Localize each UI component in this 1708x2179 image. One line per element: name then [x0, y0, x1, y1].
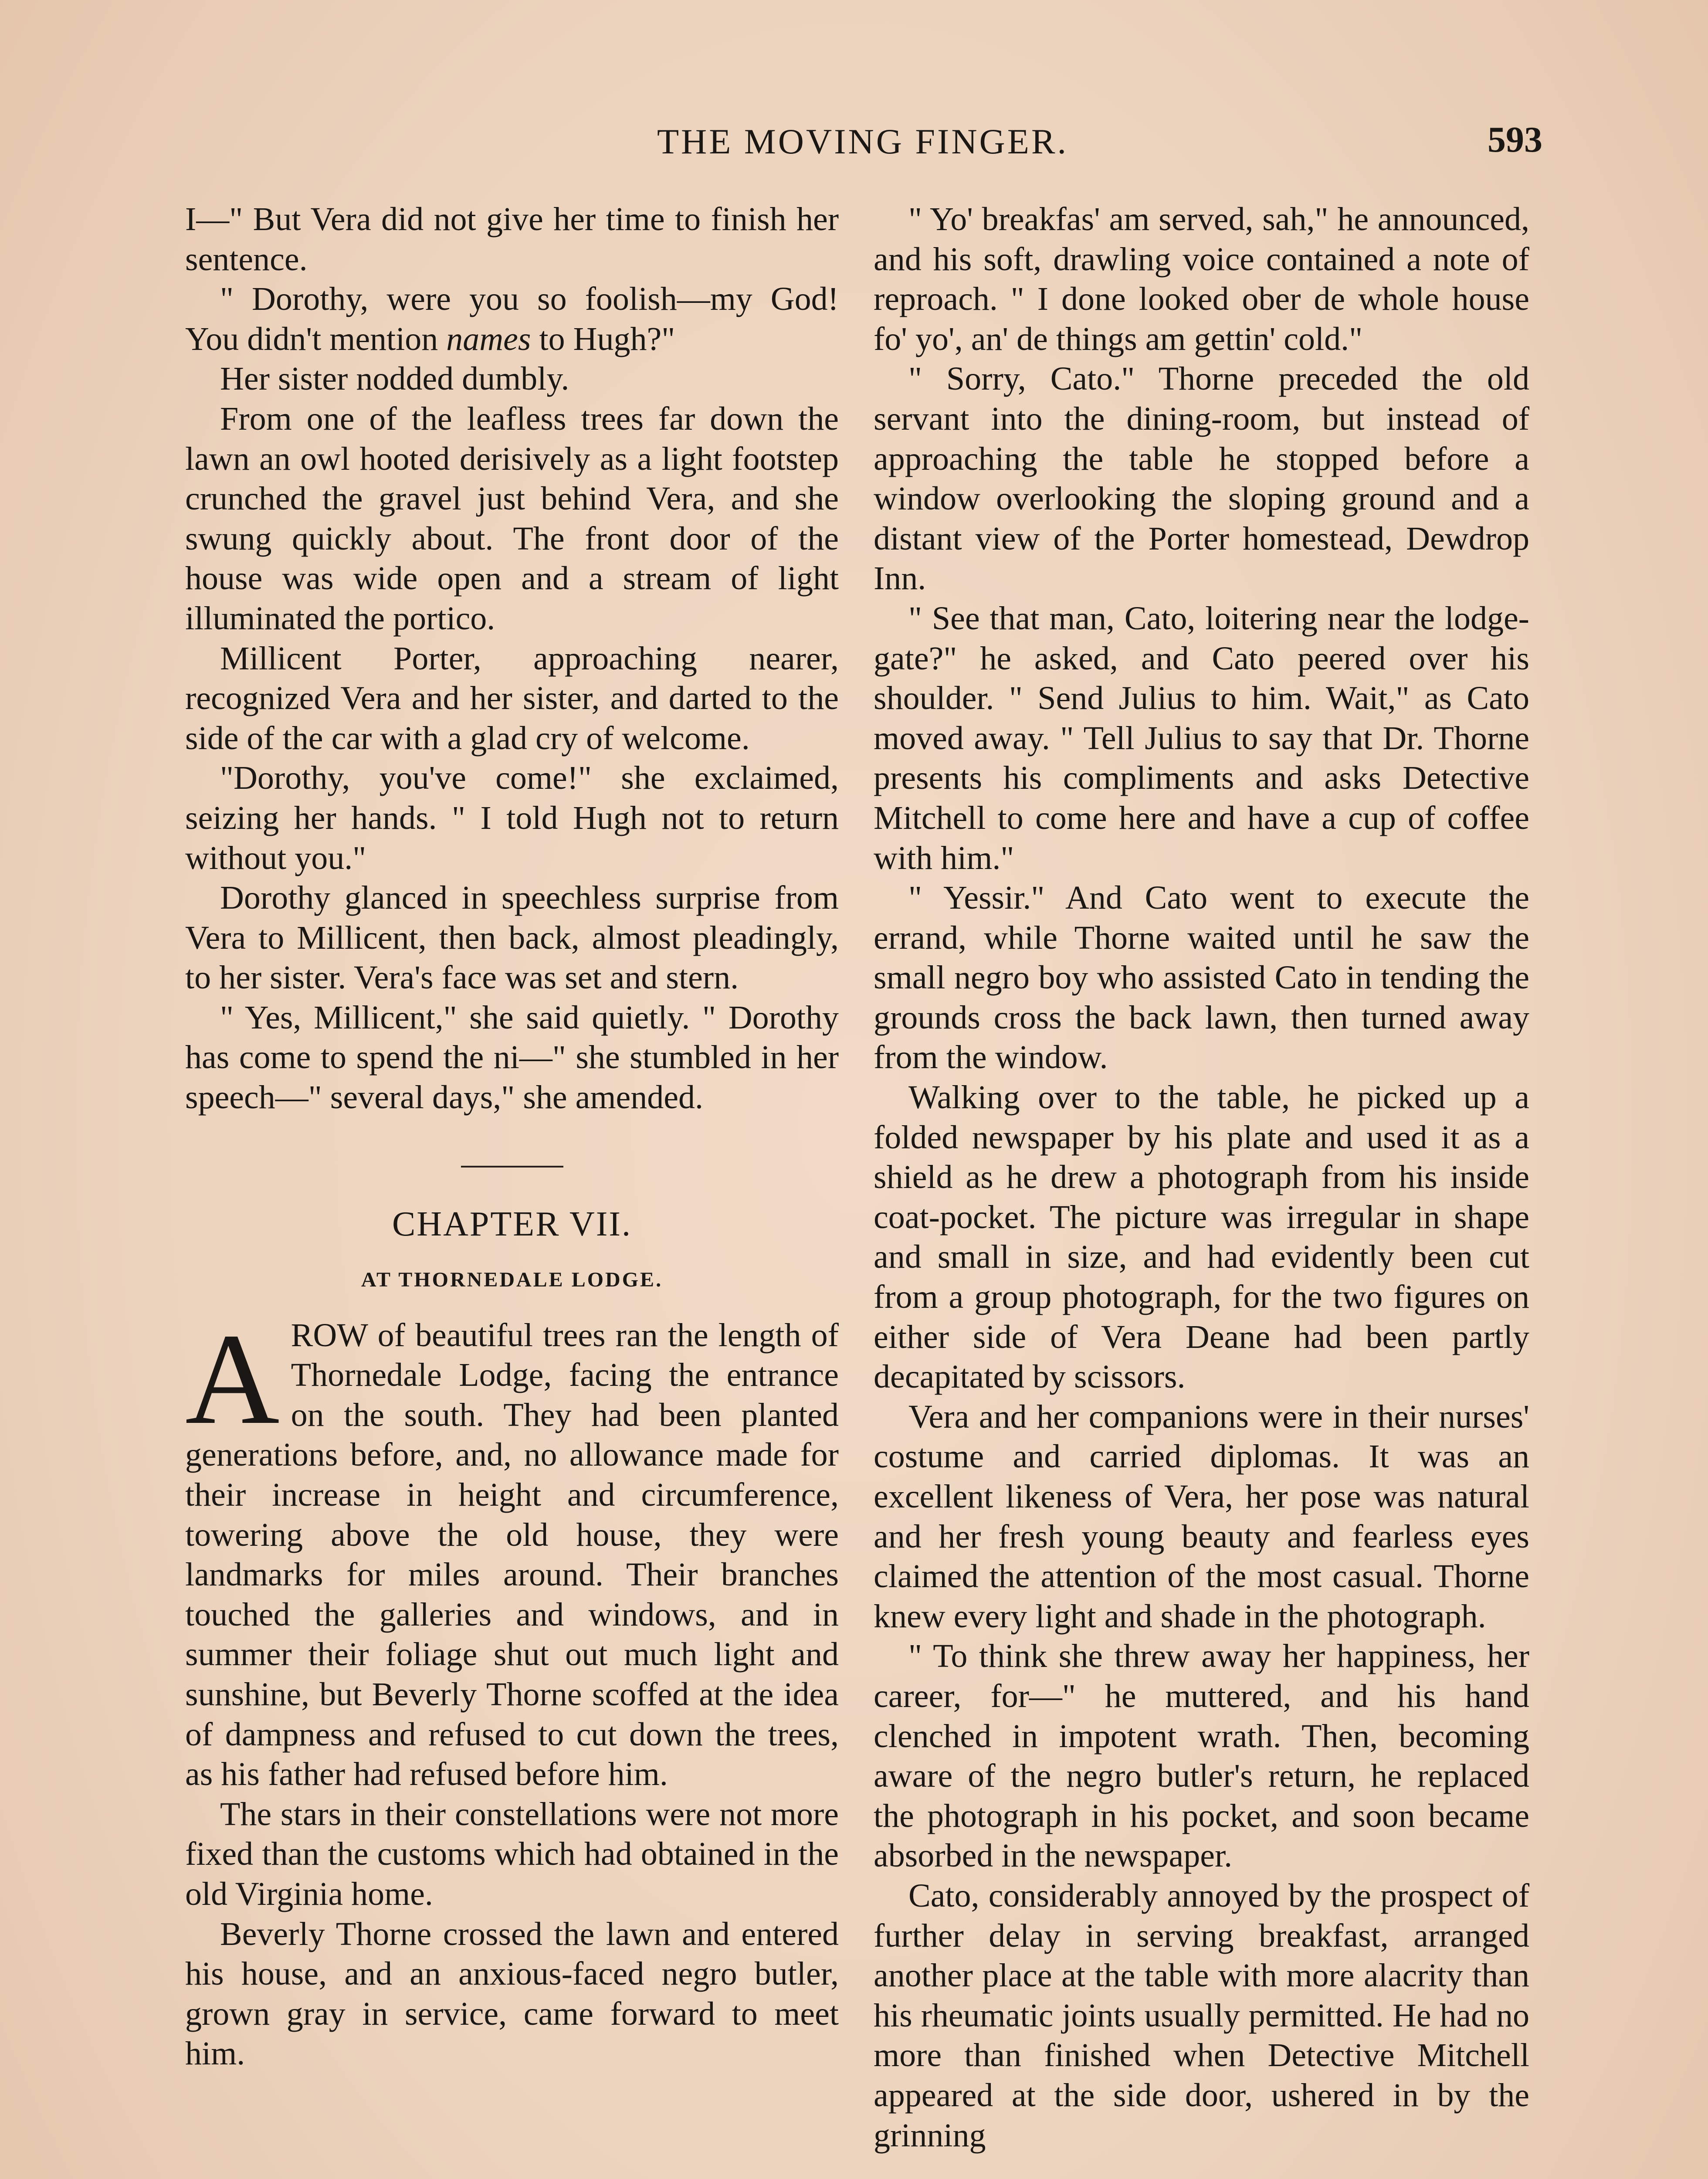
drop-cap: A: [185, 1306, 280, 1451]
paragraph: Vera and her companions were in their nurses' costume and carried diplomas. It was an excellent likeness of Vera, her pose was natural and her fresh young beauty and fearless eyes claimed the attention of the most casual. Thorne knew every light and shade in the photograph.: [874, 1398, 1529, 1635]
paragraph: " Yo' breakfas' am served, sah," he announced, and his soft, drawling voice contained a note of reproach. " I done looked ober de whole house fo' yo', an' de things am gettin' cold.": [874, 201, 1529, 357]
italic-word: names: [446, 320, 531, 357]
section-divider: [461, 1166, 563, 1168]
right-column: [874, 200, 1529, 2155]
paragraph: " To think she threw away her happiness, her career, for—" he muttered, and his hand clenched in impotent wrath. Then, becoming aware of the negro butler's return, he replaced the photograph in his pocket, and soon became absorbed in the newspaper.: [874, 1638, 1529, 1874]
paragraph: Her sister nodded dumbly.: [220, 360, 569, 397]
running-header: [183, 121, 1542, 169]
running-title: THE MOVING FINGER.: [657, 122, 1069, 161]
chapter-title: CHAPTER VII.: [392, 1205, 632, 1243]
paragraph: Cato, considerably annoyed by the prospect of further delay in serving breakfast, arranged another place at the table with more alacrity than his rheumatic joints usually permitted. He had no more than finished when Detective Mitchell appeared at the side door, ushered in by the grinning: [874, 1877, 1529, 2154]
paragraph: [185, 1306, 839, 1795]
paragraph-text: to Hugh?": [531, 320, 675, 357]
paragraph: I—" But Vera did not give her time to finish her sentence.: [185, 201, 839, 278]
paragraph: Dorothy glanced in speechless surprise from Vera to Millicent, then back, almost pleadingly, to her sister. Vera's face was set and stern.: [185, 879, 839, 996]
paragraph: "Dorothy, you've come!" she exclaimed, seizing her hands. " I told Hugh not to return without you.": [185, 760, 839, 876]
paragraph-text: " Dorothy, were you so foolish—my God! You didn't mention: [185, 281, 839, 357]
paragraph-text: ROW of beautiful trees ran the length of Thornedale Lodge, facing the entrance on the south. They had been planted generations before, and, no allowance made for their increase in height and circumference, towering above the old house, they were landmarks for miles around. Their branches touched the galleries and windows, and in summer their foliage shut out much light and sunshine, but Beverly Thorne scoffed at the idea of dampness and refused to cut down the trees, as his father had refused before him.: [185, 1317, 839, 1793]
paragraph: From one of the leafless trees far down the lawn an owl hooted derisively as a light footstep crunched the gravel just behind Vera, and she swung quickly about. The front door of the house was wide open and a stream of light illuminated the portico.: [185, 400, 839, 637]
paragraph: The stars in their constellations were not more fixed than the customs which had obtained in the old Virginia home.: [185, 1795, 839, 1912]
paragraph: " Yes, Millicent," she said quietly. " Dorothy has come to spend the ni—" she stumbled in her speech—" several days," she amended.: [185, 999, 839, 1116]
page-number: 593: [1488, 119, 1542, 160]
paragraph: Beverly Thorne crossed the lawn and entered his house, and an anxious-faced negro butler, grown gray in service, came forward to meet him.: [185, 1915, 839, 2072]
paragraph: " Sorry, Cato." Thorne preceded the old servant into the dining-room, but instead of approaching the table he stopped before a window overlooking the sloping ground and a distant view of the Porter homestead, Dewdrop Inn.: [874, 360, 1529, 597]
chapter-subtitle: AT THORNEDALE LODGE.: [361, 1268, 663, 1291]
paragraph: Millicent Porter, approaching nearer, recognized Vera and her sister, and darted to the side of the car with a glad cry of welcome.: [185, 640, 839, 757]
left-column: [185, 200, 839, 2074]
paragraph: Walking over to the table, he picked up a folded newspaper by his plate and used it as a shield as he drew a photograph from his inside coat-pocket. The picture was irregular in shape and small in size, and had evidently been cut from a group photograph, for the two figures on either side of Vera Deane had been partly decapitated by scissors.: [874, 1079, 1529, 1395]
paragraph: " Yessir." And Cato went to execute the errand, while Thorne waited until he saw the small negro boy who assisted Cato in tending the grounds cross the back lawn, then turned away from the window.: [874, 879, 1529, 1076]
paragraph: [185, 279, 839, 359]
paragraph: " See that man, Cato, loitering near the lodge-gate?" he asked, and Cato peered over his shoulder. " Send Julius to him. Wait," as Cato moved away. " Tell Julius to say that Dr. Thorne presents his compliments and asks Detective Mitchell to come here and have a cup of coffee with him.": [874, 600, 1529, 876]
